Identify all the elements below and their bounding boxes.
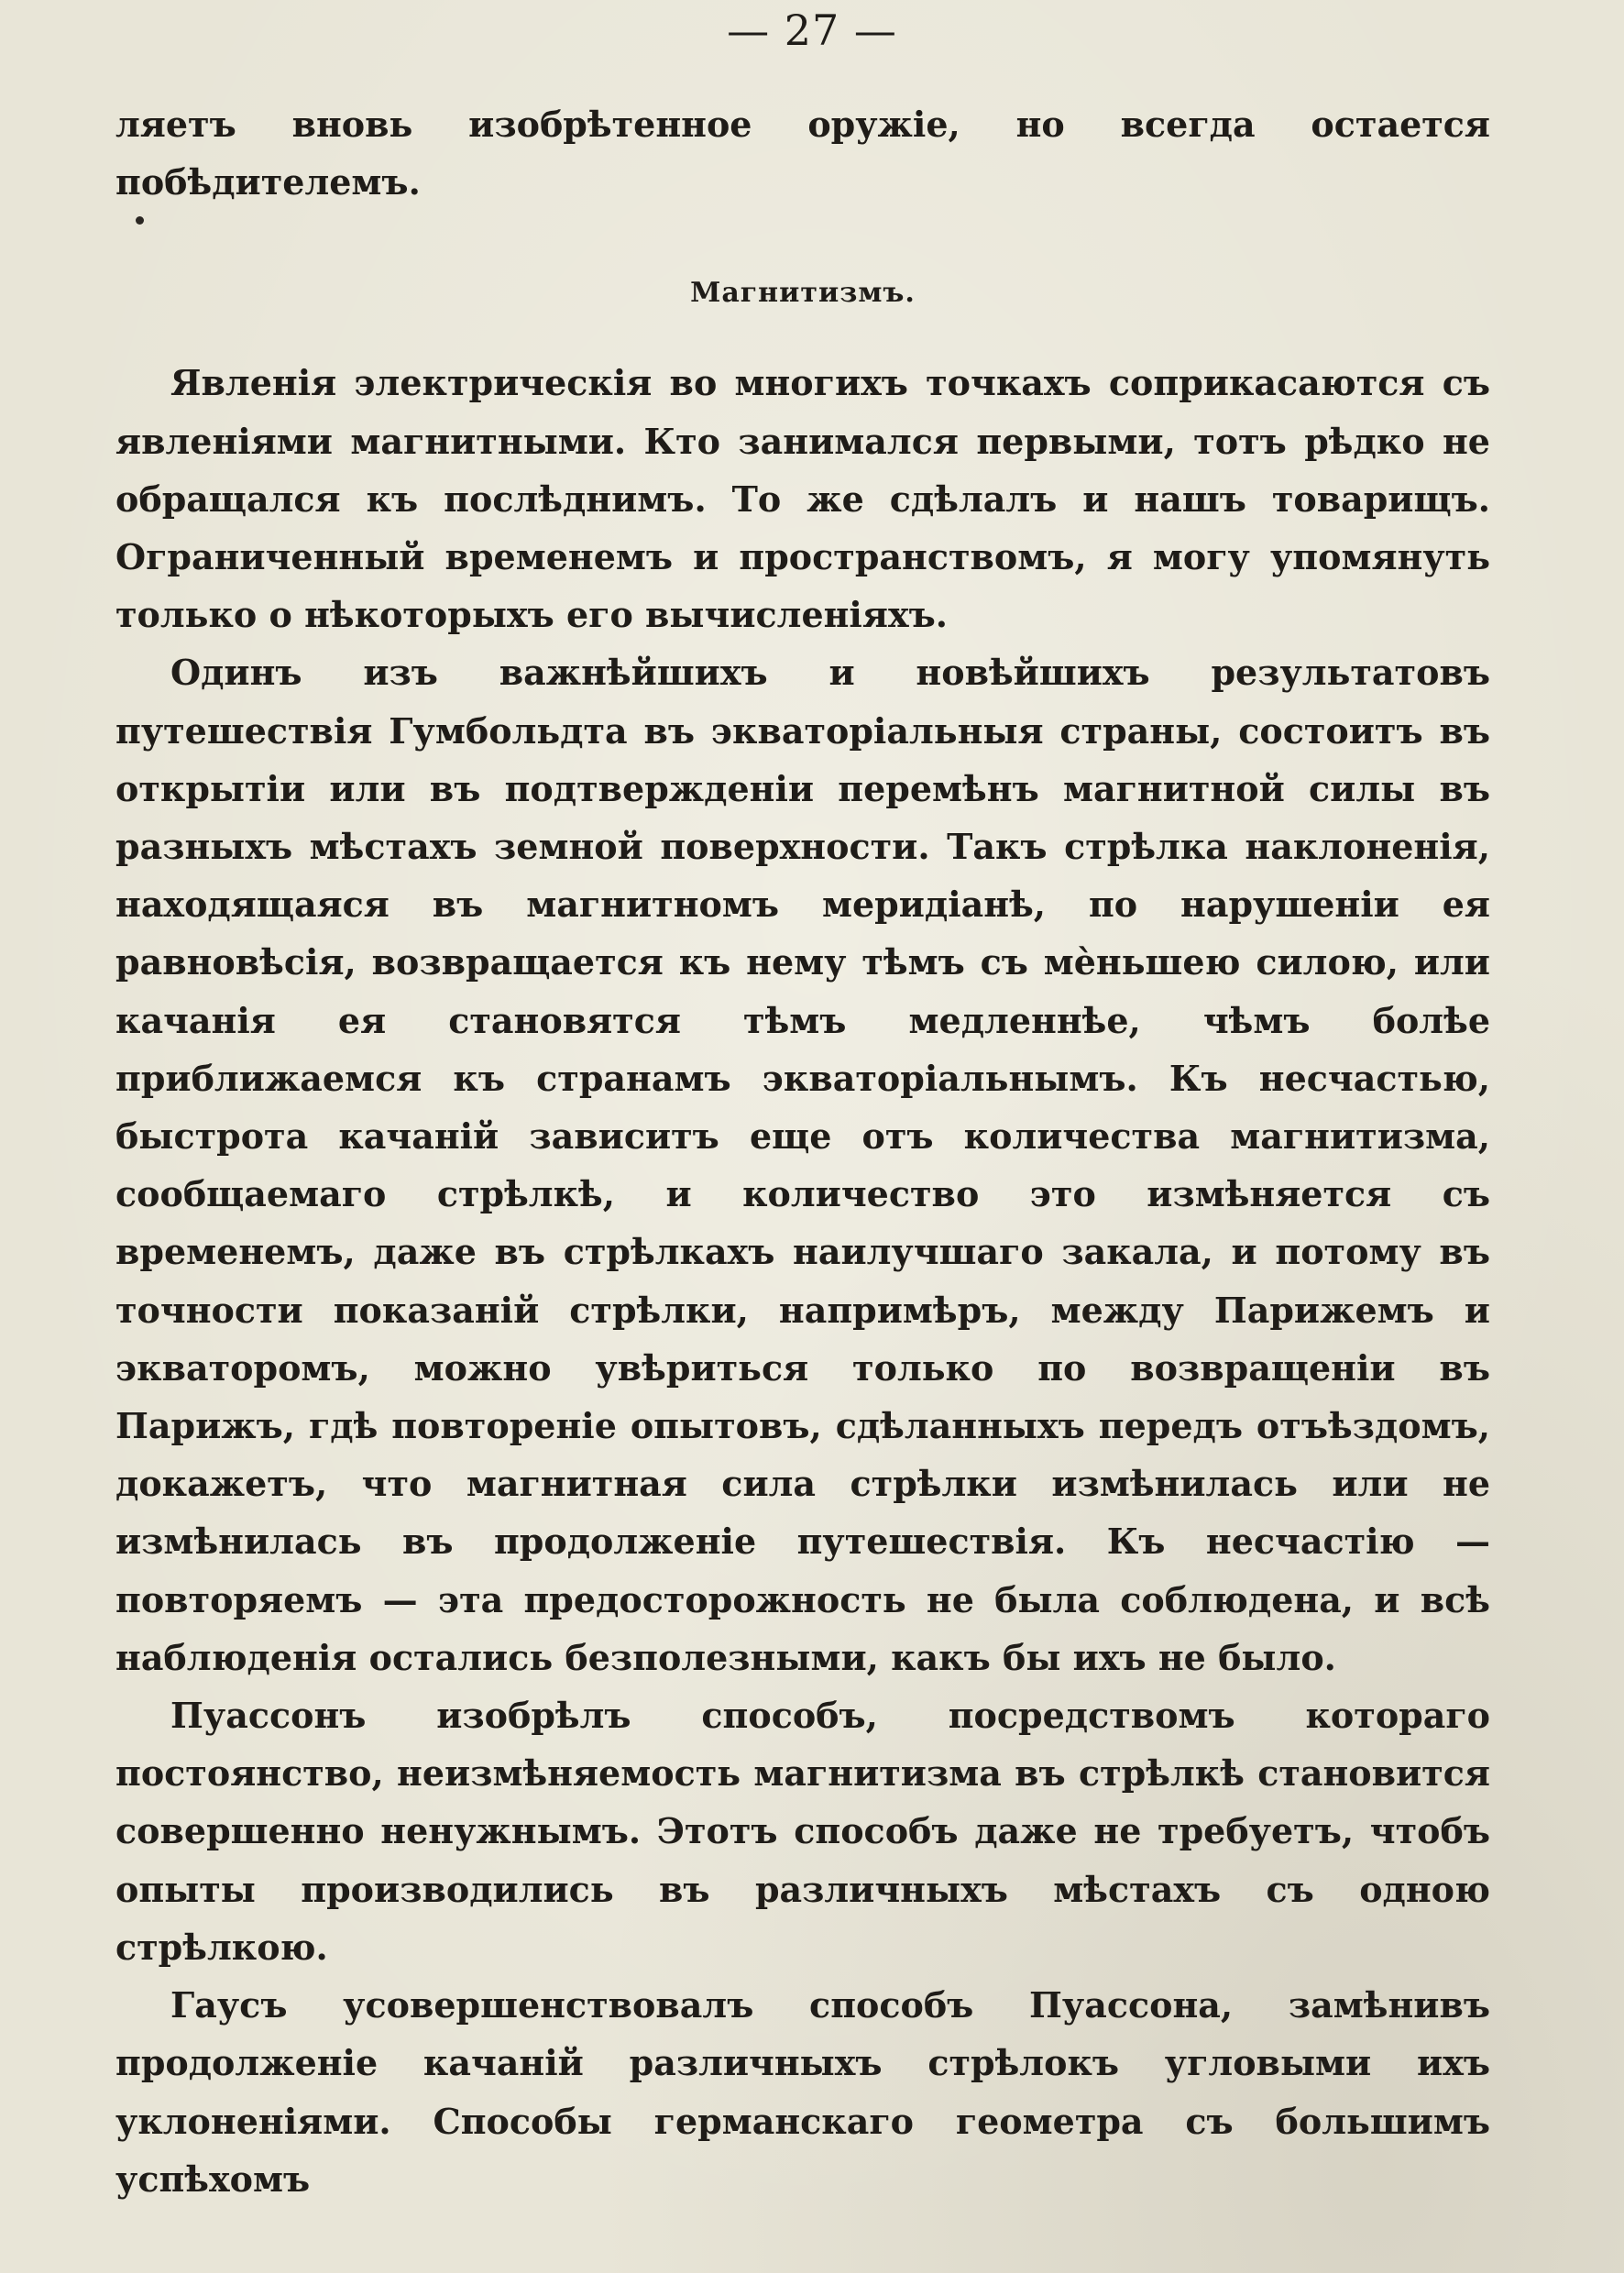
paragraph-3: Пуассонъ изобрѣлъ способъ, посредствомъ котораго постоянство, неизмѣняемость магнитизма въ стрѣлкѣ становится совершенно ненужнымъ. Этотъ способъ даже не требуетъ, чтобъ опыты производились въ различныхъ мѣстахъ съ одною стрѣлкою. [115, 1695, 1490, 1968]
paragraph-4: Гаусъ усовершенствовалъ способъ Пуассона, замѣнивъ продолженіе качаній различныхъ стрѣлокъ угловыми ихъ уклоненіями. Способы германскаго геометра съ большимъ успѣхомъ [115, 1984, 1490, 2200]
page-text [115, 95, 1490, 2208]
paragraph-1: Явленія электрическія во многихъ точкахъ соприкасаются съ явленіями магнитными. Кто занимался первыми, тотъ рѣдко не обращался къ послѣднимъ. То же сдѣлалъ и нашъ товарищъ. Ограниченный временемъ и пространствомъ, я могу упомянуть только о нѣкоторыхъ его вычисленіяхъ. [115, 362, 1490, 636]
page-number: — 27 — [727, 5, 897, 55]
paragraph-2: Одинъ изъ важнѣйшихъ и новѣйшихъ результатовъ путешествія Гумбольдта въ экваторіальныя страны, состоитъ въ открытіи или въ подтвержденіи перемѣнъ магнитной силы въ разныхъ мѣстахъ земной поверхности. Такъ стрѣлка наклоненія, находящаяся въ магнитномъ меридіанѣ, по нарушеніи ея равновѣсія, возвращается къ нему тѣмъ съ мѐньшею силою, или качанія ея становятся тѣмъ медленнѣе, чѣмъ болѣе приближаемся къ странамъ экваторіальнымъ. Къ несчастью, быстрота качаній зависитъ еще отъ количества магнитизма, сообщаемаго стрѣлкѣ, и количество это измѣняется съ временемъ, даже въ стрѣлкахъ наилучшаго закала, и потому въ точности показаній стрѣлки, напримѣръ, между Парижемъ и экваторомъ, можно увѣриться только по возвращеніи въ Парижъ, гдѣ повтореніе опытовъ, сдѣланныхъ передъ отъѣздомъ, докажетъ, что магнитная сила стрѣлки измѣнилась или не измѣнилась въ продолженіе путешествія. Къ несчастію — повторяемъ — эта предосторожность не была соблюдена, и всѣ наблюденія остались безполезными, какъ бы ихъ не было. [115, 652, 1490, 1678]
continuation-paragraph: ляетъ вновь изобрѣтенное оружіе, но всегда остается побѣдителемъ. [115, 104, 1490, 203]
section-heading: Магнитизмъ. [690, 277, 916, 310]
